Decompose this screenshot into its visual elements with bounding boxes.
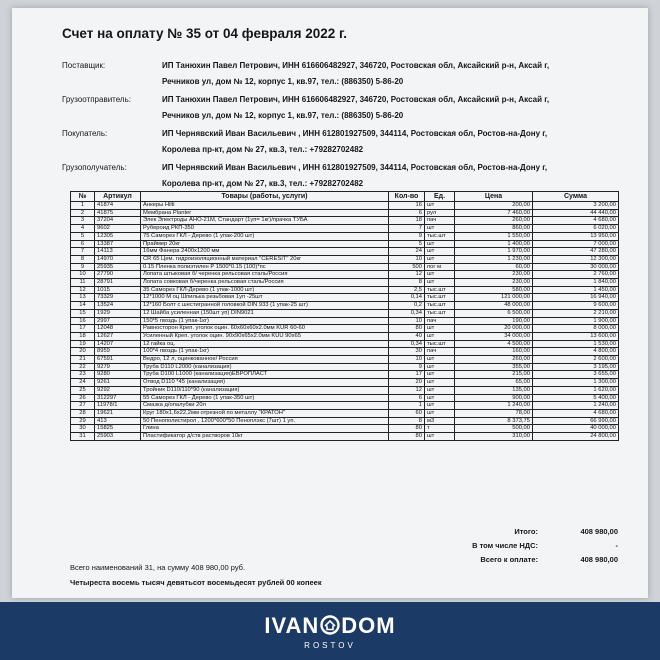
cell-col-unit: пач — [425, 348, 455, 356]
logo-text-right: DOM — [341, 612, 396, 638]
party-detail-line: ИП Танюхин Павел Петрович, ИНН 616606482927, 346720, Ростовская обл, Аксайский р-н, Аксай г, — [162, 61, 550, 70]
cell-col-qty: 10 — [389, 255, 425, 263]
cell-col-price: 1 240,00 — [455, 402, 533, 410]
invoice-title: Счет на оплату № 35 от 04 февраля 2022 г. — [62, 26, 348, 41]
cell-col-number: 30 — [71, 425, 95, 433]
cell-col-goods: Праймер 20кг — [141, 240, 389, 248]
cell-col-article: 413 — [95, 417, 141, 425]
cell-col-unit: т — [425, 425, 455, 433]
cell-col-goods: 12 Шайба усиленная (150шт уп) DIN9021 — [141, 309, 389, 317]
cell-col-goods: Тройник D110/110*90 (канализация) — [141, 386, 389, 394]
cell-col-sum: 3 655,00 — [533, 371, 619, 379]
total-label: Итого: — [514, 527, 538, 536]
party-label: Грузоотправитель: — [62, 95, 131, 104]
cell-col-goods: 12*1000 М оц Шпилька резьбовая 1уп -25шт — [141, 294, 389, 302]
party-details — [162, 92, 632, 124]
cell-col-qty: 2,5 — [389, 286, 425, 294]
cell-col-sum: 2 760,00 — [533, 271, 619, 279]
cell-col-unit: шт — [425, 225, 455, 233]
cell-col-sum: 7 000,00 — [533, 240, 619, 248]
cell-col-sum: 1 840,00 — [533, 279, 619, 287]
cell-col-goods: Ведро, 12 л, оцинкованное/ Россия — [141, 356, 389, 364]
cell-col-unit: шт — [425, 356, 455, 364]
cell-col-qty: 17 — [389, 371, 425, 379]
cell-col-article: 1929 — [95, 309, 141, 317]
cell-col-sum: 66 990,00 — [533, 417, 619, 425]
cell-col-number: 5 — [71, 232, 95, 240]
party-details — [162, 58, 632, 90]
cell-col-article: 19621 — [95, 409, 141, 417]
brand-logo — [264, 613, 395, 639]
cell-col-unit: м3 — [425, 417, 455, 425]
header-col-article: Артикул — [95, 192, 141, 202]
cell-col-qty: 5 — [389, 240, 425, 248]
cell-col-number: 21 — [71, 356, 95, 364]
cell-col-goods: Круг 180х1,6х22,2мм отрезной по металлу "КРАТОН" — [141, 409, 389, 417]
cell-col-qty: 20 — [389, 379, 425, 387]
cell-col-number: 1 — [71, 202, 95, 210]
party-detail-line: Речников ул, дом № 12, корпус 1, кв.97, тел.: (886350) 5-86-20 — [162, 111, 404, 120]
table-row — [71, 209, 619, 217]
table-row — [71, 286, 619, 294]
cell-col-qty: 80 — [389, 425, 425, 433]
table-row — [71, 363, 619, 371]
cell-col-number: 13 — [71, 294, 95, 302]
cell-col-price: 215,00 — [455, 371, 533, 379]
cell-col-goods: Равносторон Креп. уголок оцин. 60х60х60х2.0мм KUR 60-60 — [141, 325, 389, 333]
cell-col-unit: шт — [425, 409, 455, 417]
cell-col-sum: 4 680,00 — [533, 409, 619, 417]
cell-col-unit: шт — [425, 433, 455, 441]
cell-col-number: 4 — [71, 225, 95, 233]
cell-col-article: 73329 — [95, 294, 141, 302]
total-row — [438, 541, 618, 555]
cell-col-price: 7 460,00 — [455, 209, 533, 217]
totals-block — [438, 527, 618, 569]
total-label: Всего к оплате: — [480, 555, 538, 564]
party-detail-line: ИП Танюхин Павел Петрович, ИНН 616606482927, 346720, Ростовская обл, Аксайский р-н, Аксай г, — [162, 95, 550, 104]
logo-text-left: IVAN — [264, 612, 320, 638]
cell-col-unit: тыс.шт — [425, 340, 455, 348]
cell-col-article: 37204 — [95, 217, 141, 225]
cell-col-unit: тыс.шт — [425, 286, 455, 294]
cell-col-qty: 80 — [389, 325, 425, 333]
cell-col-unit: шт — [425, 379, 455, 387]
cell-col-qty: 10 — [389, 356, 425, 364]
total-row — [438, 555, 618, 569]
brand-footer — [0, 602, 660, 660]
cell-col-article: 2997 — [95, 317, 141, 325]
cell-col-sum: 6 020,00 — [533, 225, 619, 233]
cell-col-qty: 9 — [389, 232, 425, 240]
cell-col-sum: 12 300,00 — [533, 255, 619, 263]
cell-col-price: 1 550,00 — [455, 232, 533, 240]
cell-col-number: 18 — [71, 332, 95, 340]
cell-col-article: 41875 — [95, 209, 141, 217]
cell-col-article: 14970 — [95, 255, 141, 263]
table-row — [71, 417, 619, 425]
cell-col-price: 580,00 — [455, 286, 533, 294]
cell-col-sum: 5 400,00 — [533, 394, 619, 402]
cell-col-sum: 8 000,00 — [533, 325, 619, 333]
cell-col-article: 13524 — [95, 302, 141, 310]
cell-col-number: 12 — [71, 286, 95, 294]
party-label: Покупатель: — [62, 129, 108, 138]
cell-col-number: 3 — [71, 217, 95, 225]
table-row — [71, 386, 619, 394]
table-row — [71, 217, 619, 225]
cell-col-price: 34 000,00 — [455, 332, 533, 340]
cell-col-qty: 30 — [389, 348, 425, 356]
party-details — [162, 160, 632, 192]
cell-col-goods: Элек Электроды АНО-21М, Стандарт (1уп= 1кг)/прачка ТУБА — [141, 217, 389, 225]
cell-col-goods: Анкеры Hilti — [141, 202, 389, 210]
cell-col-unit: пог м — [425, 263, 455, 271]
cell-col-sum: 2 210,00 — [533, 309, 619, 317]
cell-col-price: 20 000,00 — [455, 325, 533, 333]
cell-col-goods: Глина — [141, 425, 389, 433]
cell-col-article: 9261 — [95, 379, 141, 387]
table-header-row — [71, 192, 619, 202]
cell-col-number: 22 — [71, 363, 95, 371]
cell-col-article: 9280 — [95, 371, 141, 379]
cell-col-article: 25935 — [95, 263, 141, 271]
cell-col-price: 355,00 — [455, 363, 533, 371]
cell-col-number: 23 — [71, 371, 95, 379]
cell-col-qty: 1 — [389, 402, 425, 410]
cell-col-number: 28 — [71, 409, 95, 417]
cell-col-article: 28791 — [95, 279, 141, 287]
cell-col-goods: 100*4 гвоздь (1 упак-1кг) — [141, 348, 389, 356]
table-row — [71, 225, 619, 233]
header-col-qty: Кол-во — [389, 192, 425, 202]
cell-col-unit: тыс.шт — [425, 309, 455, 317]
total-row — [438, 527, 618, 541]
table-row — [71, 309, 619, 317]
cell-col-price: 1 230,00 — [455, 255, 533, 263]
cell-col-article: 13387 — [95, 240, 141, 248]
header-col-number: № — [71, 192, 95, 202]
cell-col-sum: 13 950,00 — [533, 232, 619, 240]
cell-col-goods: Отвод D110 *45 (канализация) — [141, 379, 389, 387]
cell-col-number: 2 — [71, 209, 95, 217]
cell-col-article: 67591 — [95, 356, 141, 364]
cell-col-number: 24 — [71, 379, 95, 387]
header-col-sum: Сумма — [533, 192, 619, 202]
table-row — [71, 371, 619, 379]
cell-col-sum: 3 195,00 — [533, 363, 619, 371]
cell-col-sum: 4 800,00 — [533, 348, 619, 356]
cell-col-unit: шт — [425, 248, 455, 256]
table-row — [71, 240, 619, 248]
cell-col-sum: 1 450,00 — [533, 286, 619, 294]
cell-col-sum: 1 300,00 — [533, 379, 619, 387]
cell-col-unit: тыс.шт — [425, 302, 455, 310]
table-row — [71, 348, 619, 356]
cell-col-sum: 3 200,00 — [533, 202, 619, 210]
cell-col-goods: Пластификатор д/ств растворов 10кг — [141, 433, 389, 441]
cell-col-article: 12305 — [95, 232, 141, 240]
cell-col-goods: 35 Саморез ГКЛ-Дерево (1 упак-1000 шт) — [141, 286, 389, 294]
cell-col-unit: шт — [425, 402, 455, 410]
table-row — [71, 325, 619, 333]
cell-col-qty: 18 — [389, 217, 425, 225]
table-row — [71, 302, 619, 310]
cell-col-number: 26 — [71, 394, 95, 402]
cell-col-article: 14113 — [95, 248, 141, 256]
party-label: Грузополучатель: — [62, 163, 127, 172]
cell-col-unit: тыс.шт — [425, 294, 455, 302]
cell-col-number: 9 — [71, 263, 95, 271]
cell-col-price: 190,00 — [455, 317, 533, 325]
cell-col-goods: Смазка д/опалубки 20л — [141, 402, 389, 410]
table-row — [71, 340, 619, 348]
table-row — [71, 356, 619, 364]
cell-col-unit: пач — [425, 217, 455, 225]
cell-col-sum: 4 680,00 — [533, 217, 619, 225]
cell-col-sum: 16 940,00 — [533, 294, 619, 302]
cell-col-unit: шт — [425, 394, 455, 402]
cell-col-qty: 0,34 — [389, 340, 425, 348]
cell-col-qty: 8 — [389, 279, 425, 287]
cell-col-goods: 16мм Фанера 2400х1200 мм — [141, 248, 389, 256]
cell-col-article: 27790 — [95, 271, 141, 279]
cell-col-sum: 1 620,00 — [533, 386, 619, 394]
table-row — [71, 294, 619, 302]
cell-col-qty: 12 — [389, 386, 425, 394]
cell-col-article: 9292 — [95, 386, 141, 394]
party-detail-line: Королева пр-кт, дом № 27, кв.3, тел.: +79282702482 — [162, 145, 364, 154]
brand-city: ROSTOV — [304, 640, 356, 650]
cell-col-qty: 10 — [389, 317, 425, 325]
cell-col-number: 11 — [71, 279, 95, 287]
cell-col-number: 7 — [71, 248, 95, 256]
header-col-price: Цена — [455, 192, 533, 202]
cell-col-price: 1 400,00 — [455, 240, 533, 248]
cell-col-article: 41874 — [95, 202, 141, 210]
cell-col-number: 17 — [71, 325, 95, 333]
invoice-document — [12, 8, 648, 598]
cell-col-price: 8 373,75 — [455, 417, 533, 425]
cell-col-article: 8959 — [95, 348, 141, 356]
cell-col-price: 260,00 — [455, 217, 533, 225]
cell-col-goods: Лопата штыковая б/ черенка рельсовая сталь/Россия — [141, 271, 389, 279]
cell-col-goods: Труба D110 L2000 (канализация) — [141, 363, 389, 371]
total-label: В том числе НДС: — [472, 541, 538, 550]
cell-col-sum: 9 600,00 — [533, 302, 619, 310]
cell-col-goods: Труба D100 L1000 (канализация)ЕВРОПЛАСТ — [141, 371, 389, 379]
cell-col-price: 135,00 — [455, 386, 533, 394]
table-row — [71, 279, 619, 287]
cell-col-unit: шт — [425, 386, 455, 394]
cell-col-price: 78,00 — [455, 409, 533, 417]
cell-col-unit: шт — [425, 325, 455, 333]
cell-col-price: 60,00 — [455, 263, 533, 271]
cell-col-unit: шт — [425, 255, 455, 263]
cell-col-unit: рул — [425, 209, 455, 217]
cell-col-sum: 30 000,00 — [533, 263, 619, 271]
cell-col-unit: шт — [425, 363, 455, 371]
cell-col-number: 16 — [71, 317, 95, 325]
cell-col-goods: 50 Пенополистирол , 1200*600*50 Пеноплэкс (7шт) 1 уп. — [141, 417, 389, 425]
cell-col-price: 900,00 — [455, 394, 533, 402]
table-row — [71, 379, 619, 387]
cell-col-price: 860,00 — [455, 225, 533, 233]
cell-col-number: 15 — [71, 309, 95, 317]
cell-col-article: 25903 — [95, 433, 141, 441]
table-row — [71, 271, 619, 279]
total-value: - — [615, 541, 618, 550]
cell-col-goods: 55 Саморез ГКЛ - Дерево (1 упак-350 шт) — [141, 394, 389, 402]
cell-col-sum: 44 440,00 — [533, 209, 619, 217]
cell-col-goods: 0.15 Пленка полиэтилен P 1500*0.15 (100)*пс — [141, 263, 389, 271]
cell-col-price: 121 000,00 — [455, 294, 533, 302]
table-row — [71, 409, 619, 417]
table-row — [71, 255, 619, 263]
cell-col-sum: 47 280,00 — [533, 248, 619, 256]
cell-col-qty: 12 — [389, 271, 425, 279]
cell-col-article: 1015 — [95, 286, 141, 294]
table-row — [71, 402, 619, 410]
total-value: 408 980,00 — [580, 527, 618, 536]
cell-col-sum: 1 900,00 — [533, 317, 619, 325]
cell-col-unit: пач — [425, 317, 455, 325]
cell-col-goods: 75 Саморез ГКЛ - Дерево (1 упак-200 шт) — [141, 232, 389, 240]
cell-col-article: 9279 — [95, 363, 141, 371]
cell-col-article: 312297 — [95, 394, 141, 402]
cell-col-number: 8 — [71, 255, 95, 263]
cell-col-price: 200,00 — [455, 202, 533, 210]
cell-col-price: 4 500,00 — [455, 340, 533, 348]
cell-col-number: 10 — [71, 271, 95, 279]
cell-col-sum: 24 800,00 — [533, 433, 619, 441]
cell-col-qty: 9 — [389, 363, 425, 371]
cell-col-qty: 6 — [389, 209, 425, 217]
cell-col-qty: 80 — [389, 433, 425, 441]
party-detail-line: ИП Чернявский Иван Васильевич , ИНН 612801927509, 344114, Ростовская обл, Ростов-на-Дону г, — [162, 129, 548, 138]
summary-line: Всего наименований 31, на сумму 408 980,00 руб. — [70, 563, 246, 572]
cell-col-number: 19 — [71, 340, 95, 348]
cell-col-qty: 6 — [389, 394, 425, 402]
table-row — [71, 394, 619, 402]
cell-col-article: 15825 — [95, 425, 141, 433]
house-icon — [320, 615, 340, 635]
table-row — [71, 317, 619, 325]
table-row — [71, 263, 619, 271]
cell-col-price: 1 970,00 — [455, 248, 533, 256]
cell-col-article: 9602 — [95, 225, 141, 233]
amount-in-words: Четыреста восемь тысяч девятьсот восемьдесят рублей 00 копеек — [70, 578, 322, 587]
cell-col-unit: шт — [425, 240, 455, 248]
cell-col-price: 310,00 — [455, 433, 533, 441]
cell-col-qty: 500 — [389, 263, 425, 271]
table-row — [71, 232, 619, 240]
cell-col-sum: 2 600,00 — [533, 356, 619, 364]
cell-col-price: 160,00 — [455, 348, 533, 356]
table-row — [71, 332, 619, 340]
cell-col-sum: 1 240,00 — [533, 402, 619, 410]
header-col-goods: Товары (работы, услуги) — [141, 192, 389, 202]
cell-col-number: 6 — [71, 240, 95, 248]
cell-col-number: 14 — [71, 302, 95, 310]
cell-col-article: 14207 — [95, 340, 141, 348]
cell-col-qty: 0,2 — [389, 302, 425, 310]
cell-col-sum: 1 530,00 — [533, 340, 619, 348]
cell-col-qty: 40 — [389, 332, 425, 340]
cell-col-price: 65,00 — [455, 379, 533, 387]
cell-col-goods: Усиленный Креп. уголок оцин. 90х90х65х2.0мм KUU 90х65 — [141, 332, 389, 340]
cell-col-qty: 16 — [389, 202, 425, 210]
cell-col-sum: 40 000,00 — [533, 425, 619, 433]
cell-col-unit: шт — [425, 371, 455, 379]
cell-col-goods: 12*160 Болт с шестигранной головкой DIN 933 (1 упак-25 шт) — [141, 302, 389, 310]
table-row — [71, 433, 619, 441]
cell-col-qty: 24 — [389, 248, 425, 256]
cell-col-goods: 12 гайка оц. — [141, 340, 389, 348]
cell-col-price: 500,00 — [455, 425, 533, 433]
cell-col-article: 11978/1 — [95, 402, 141, 410]
cell-col-number: 27 — [71, 402, 95, 410]
table-row — [71, 425, 619, 433]
cell-col-qty: 0,34 — [389, 309, 425, 317]
cell-col-qty: 8 — [389, 417, 425, 425]
cell-col-price: 230,00 — [455, 279, 533, 287]
cell-col-qty: 7 — [389, 225, 425, 233]
party-detail-line: ИП Чернявский Иван Васильевич , ИНН 612801927509, 344114, Ростовская обл, Ростов-на-Дону г, — [162, 163, 548, 172]
party-details — [162, 126, 632, 158]
items-table — [70, 191, 619, 441]
cell-col-article: 12048 — [95, 325, 141, 333]
table-row — [71, 248, 619, 256]
cell-col-price: 260,00 — [455, 356, 533, 364]
cell-col-goods: 150*5 гвоздь (1 упак-1кг) — [141, 317, 389, 325]
cell-col-qty: 0,14 — [389, 294, 425, 302]
cell-col-unit: шт — [425, 271, 455, 279]
cell-col-goods: CR 65 Цем. гидроизоляционный материал "CERESIT" 20кг — [141, 255, 389, 263]
cell-col-unit: шт — [425, 202, 455, 210]
cell-col-unit: шт — [425, 332, 455, 340]
cell-col-qty: 60 — [389, 409, 425, 417]
cell-col-price: 48 000,00 — [455, 302, 533, 310]
cell-col-unit: тыс.шт — [425, 232, 455, 240]
party-label: Поставщик: — [62, 61, 106, 70]
cell-col-number: 25 — [71, 386, 95, 394]
cell-col-article: 12627 — [95, 332, 141, 340]
cell-col-price: 6 500,00 — [455, 309, 533, 317]
cell-col-unit: шт — [425, 279, 455, 287]
cell-col-price: 230,00 — [455, 271, 533, 279]
party-detail-line: Речников ул, дом № 12, корпус 1, кв.97, тел.: (886350) 5-86-20 — [162, 77, 404, 86]
party-detail-line: Королева пр-кт, дом № 27, кв.3, тел.: +79282702482 — [162, 179, 364, 188]
cell-col-goods: Лопата совковая б/черенка рельсовая сталь/Россия — [141, 279, 389, 287]
cell-col-number: 20 — [71, 348, 95, 356]
cell-col-number: 29 — [71, 417, 95, 425]
cell-col-goods: Мембрана Planter — [141, 209, 389, 217]
header-col-unit: Ед. — [425, 192, 455, 202]
total-value: 408 980,00 — [580, 555, 618, 564]
cell-col-goods: Рубероид РКП-350 — [141, 225, 389, 233]
cell-col-number: 31 — [71, 433, 95, 441]
cell-col-sum: 13 600,00 — [533, 332, 619, 340]
table-row — [71, 202, 619, 210]
